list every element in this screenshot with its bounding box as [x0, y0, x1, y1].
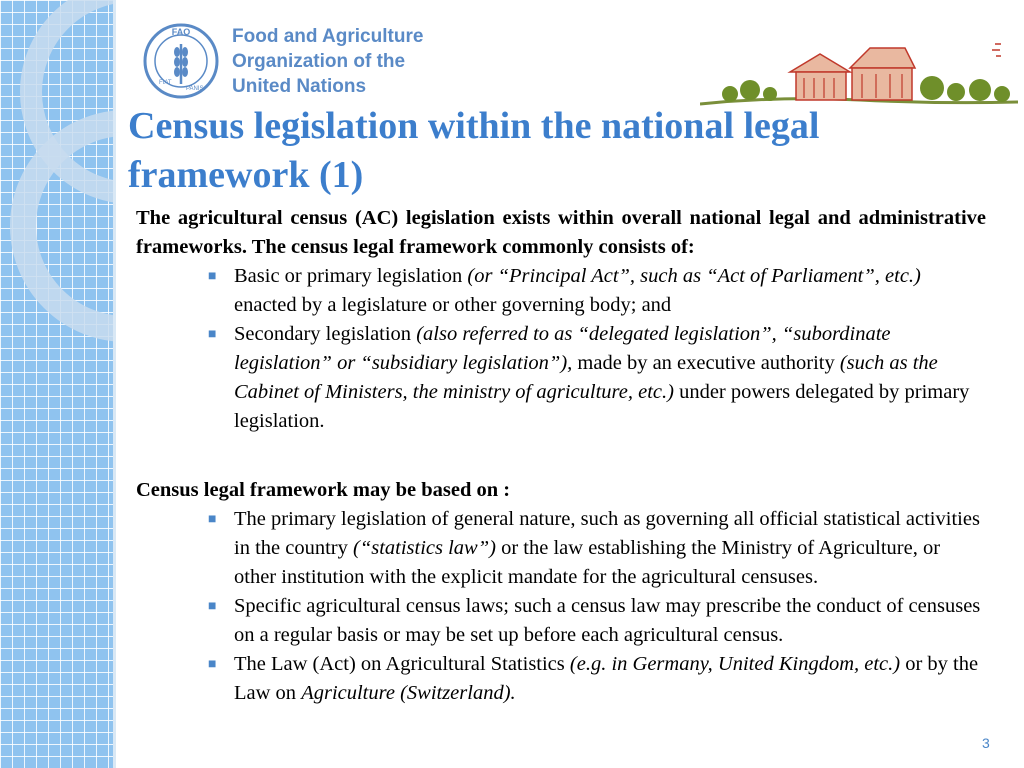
list-item-italic: (e.g. in Germany, United Kingdom, etc.)	[569, 653, 901, 675]
list-item-text: or the law establishing the Ministry of Agriculture, or other institution with the explicit mandate for the agricultural censuses.	[234, 537, 941, 588]
list-item-text: Specific agricultural census laws; such a census law may prescribe the conduct of censuses on a regular basis or may be set up before each agricultural census.	[234, 595, 981, 646]
list-item-italic: (“statistics law”)	[353, 537, 496, 559]
org-name-line3: United Nations	[232, 75, 367, 97]
emblem-motto-right: PANIS	[186, 86, 204, 92]
section-heading: Census legal framework may be based on :	[136, 479, 511, 501]
list-item-text: enacted by a legislature or other governing body; and	[234, 294, 672, 316]
list-item-text: under powers delegated by primary legislation.	[234, 381, 970, 432]
sidebar-arc-decoration	[10, 110, 113, 342]
decorative-sidebar	[0, 0, 113, 768]
organization-name	[232, 24, 423, 99]
slide-title-line2: framework (1)	[128, 154, 364, 196]
slide-title	[128, 102, 948, 200]
basis-list	[136, 505, 986, 708]
square-bullet-icon: ■	[208, 599, 217, 614]
list-item-text: made by an executive authority	[572, 352, 840, 374]
slide-title-line1: Census legislation within the national legal	[128, 105, 820, 147]
list-item-text: Secondary legislation	[234, 323, 417, 345]
list-item	[208, 262, 986, 320]
org-name-line1: Food and Agriculture	[232, 25, 424, 47]
list-item	[208, 505, 986, 592]
emblem-letter-f: FAO	[171, 27, 191, 37]
org-name-line2: Organization of the	[232, 50, 406, 72]
list-item-italic: (also referred to as “delegated legislation”, “subordinate legislation” or “subsidiary legislation”),	[234, 323, 891, 374]
list-item	[208, 320, 986, 436]
slide-body	[136, 204, 986, 708]
list-item-text: The primary legislation of general nature, such as governing all official statistical activities in the country	[234, 508, 980, 559]
fao-emblem-icon	[142, 22, 220, 100]
sidebar-edge	[113, 0, 116, 768]
emblem-motto-left: FIAT	[159, 80, 172, 86]
list-item-italic: Agriculture (Switzerland).	[301, 682, 516, 704]
list-item	[208, 650, 986, 708]
list-item	[208, 592, 986, 650]
square-bullet-icon: ■	[208, 657, 217, 672]
list-item-italic: (such as the Cabinet of Ministers, the ministry of agriculture, etc.)	[234, 352, 938, 403]
fao-logo	[142, 22, 423, 100]
framework-list	[136, 262, 986, 436]
farm-illustration	[700, 38, 1018, 108]
page-number: 3	[982, 735, 990, 751]
intro-paragraph: The agricultural census (AC) legislation exists within overall national legal and administrative frameworks. The census legal framework commonly consists of:	[136, 207, 986, 258]
square-bullet-icon: ■	[208, 327, 217, 342]
list-item-italic: (or “Principal Act”, such as “Act of Parliament”, etc.)	[467, 265, 921, 287]
square-bullet-icon: ■	[208, 269, 217, 284]
list-item-text: or by the Law on	[234, 653, 979, 704]
list-item-text: Basic or primary legislation	[234, 265, 468, 287]
section-gap	[136, 436, 986, 476]
square-bullet-icon: ■	[208, 512, 217, 527]
list-item-text: The Law (Act) on Agricultural Statistics	[234, 653, 570, 675]
